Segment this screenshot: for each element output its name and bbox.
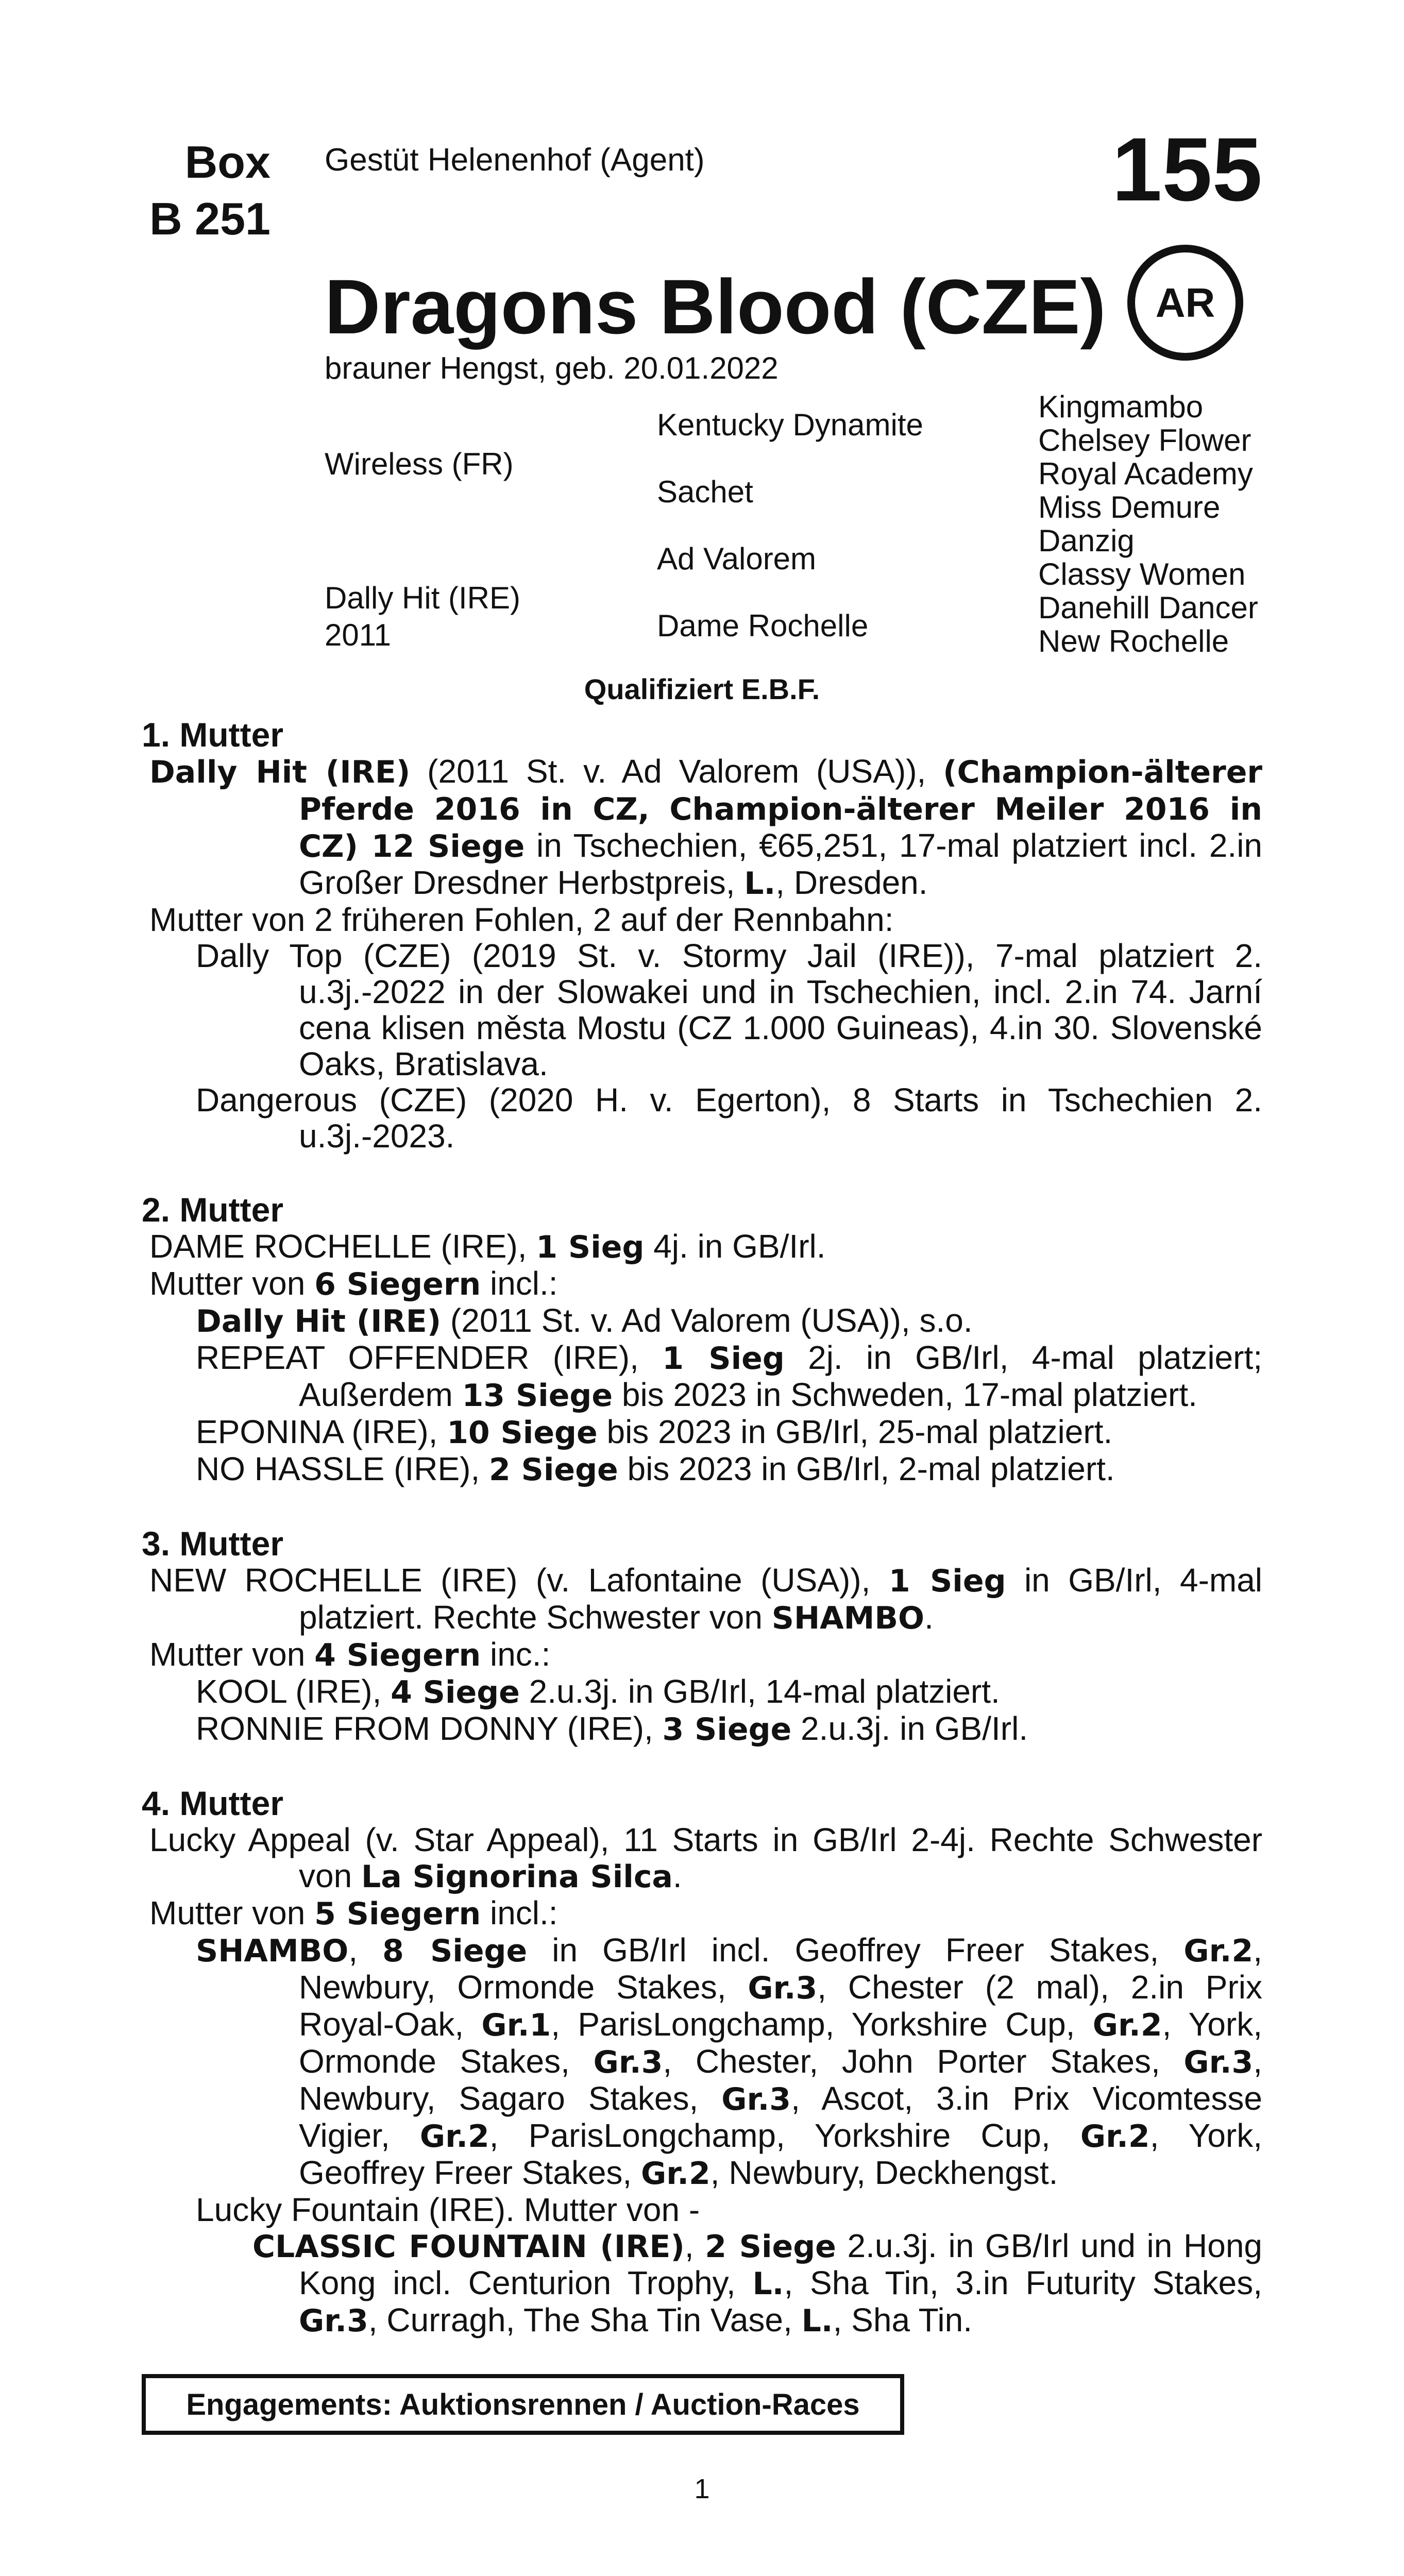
dam-record: NEW ROCHELLE (IRE) (v. Lafontaine (USA)), 1 Sieg in GB/Irl, 4-mal platziert. Rechte Schwester von SHAMBO.: [149, 1562, 1263, 1636]
section-fourth-dam: [142, 1785, 1262, 2339]
lot-number: 155: [1112, 120, 1262, 220]
produce-entry: REPEAT OFFENDER (IRE), 1 Sieg 2j. in GB/Irl, 4-mal platziert; Außerdem 13 Siege bis 2023 in Schweden, 17-mal platziert.: [196, 1339, 1262, 1414]
horse-description: brauner Hengst, geb. 20.01.2022: [325, 351, 779, 385]
pedigree-ggp: Danehill Dancer: [1038, 590, 1258, 625]
produce-summary: Mutter von 2 früheren Fohlen, 2 auf der Rennbahn:: [149, 901, 894, 938]
box-number: B 251: [149, 193, 270, 244]
pedigree-dam: Dally Hit (IRE): [325, 581, 521, 615]
section-heading: 3. Mutter: [142, 1524, 284, 1563]
pedigree-ggp: Miss Demure: [1038, 490, 1221, 524]
pedigree-ggp: New Rochelle: [1038, 624, 1229, 658]
pedigree-ggp: Chelsey Flower: [1038, 423, 1251, 457]
pedigree-sire: Wireless (FR): [325, 447, 514, 481]
produce-entry: Dangerous (CZE) (2020 H. v. Egerton), 8 Starts in Tschechien 2. u.3j.-2023.: [196, 1081, 1262, 1155]
family-details: [142, 716, 1262, 2376]
dam-record: Dally Hit (IRE) (2011 St. v. Ad Valorem (USA)), (Champion-älterer Pferde 2016 in CZ, Champion-älterer Meiler 2016 in CZ) 12 Siege in Tschechien, €65,251, 17-mal platziert incl. 2.in Großer Dresdner Herbstpreis, L., Dresden.: [149, 753, 1263, 902]
engagements-label: Engagements: Auktionsrennen / Auction-Races: [186, 2387, 860, 2421]
horse-name: Dragons Blood (CZE): [325, 263, 1106, 350]
pedigree-ggp: Danzig: [1038, 523, 1135, 558]
produce-entry: KOOL (IRE), 4 Siege 2.u.3j. in GB/Irl, 14-mal platziert.: [196, 1673, 1000, 1710]
section-second-dam: [142, 1191, 1262, 1488]
dam-record: DAME ROCHELLE (IRE), 1 Sieg 4j. in GB/Irl.: [149, 1228, 826, 1265]
section-heading: 2. Mutter: [142, 1191, 284, 1229]
section-third-dam: [142, 1525, 1262, 1748]
ar-badge-label: AR: [1155, 279, 1215, 326]
pedigree-dam-sire: Ad Valorem: [657, 541, 817, 576]
engagements-box: [142, 2374, 904, 2435]
page-number: 1: [694, 2473, 710, 2504]
produce-summary: Mutter von 6 Siegern incl.:: [149, 1265, 558, 1302]
pedigree-sire-sire: Kentucky Dynamite: [657, 408, 923, 442]
produce-entry: CLASSIC FOUNTAIN (IRE), 2 Siege 2.u.3j. in GB/Irl und in Hong Kong incl. Centurion Trophy, L., Sha Tin, 3.in Futurity Stakes, Gr.3, Curragh, The Sha Tin Vase, L., Sha Tin.: [252, 2227, 1263, 2339]
ar-badge: [1127, 245, 1243, 361]
box-label: Box: [184, 137, 270, 188]
produce-entry: NO HASSLE (IRE), 2 Siege bis 2023 in GB/Irl, 2-mal platziert.: [196, 1450, 1115, 1488]
produce-entry: Dally Top (CZE) (2019 St. v. Stormy Jail (IRE)), 7-mal platziert 2. u.3j.-2022 in der Slowakei und in Tschechien, incl. 2.in 74. Jarní cena klisen města Mostu (CZ 1.000 Guineas), 4.in 30. Slovenské Oaks, Bratislava.: [196, 937, 1262, 1082]
pedigree-ggp: Kingmambo: [1038, 389, 1204, 424]
section-heading: 4. Mutter: [142, 1784, 284, 1822]
qualification: Qualifiziert E.B.F.: [584, 673, 820, 705]
pedigree-ggp: Classy Women: [1038, 557, 1246, 591]
consignor-agent: Gestüt Helenenhof (Agent): [325, 142, 705, 178]
produce-entry: Lucky Fountain (IRE). Mutter von -: [196, 2191, 700, 2228]
produce-entry: Dally Hit (IRE) (2011 St. v. Ad Valorem (USA)), s.o.: [196, 1302, 973, 1340]
produce-entry: RONNIE FROM DONNY (IRE), 3 Siege 2.u.3j. in GB/Irl.: [196, 1710, 1028, 1748]
section-first-dam: [142, 716, 1262, 1154]
produce-entry: EPONINA (IRE), 10 Siege bis 2023 in GB/Irl, 25-mal platziert.: [196, 1413, 1113, 1451]
pedigree-sire-dam: Sachet: [657, 474, 753, 509]
pedigree-ggp: Royal Academy: [1038, 456, 1253, 491]
section-heading: 1. Mutter: [142, 716, 284, 754]
produce-summary: Mutter von 5 Siegern incl.:: [149, 1894, 558, 1932]
produce-entry: SHAMBO, 8 Siege in GB/Irl incl. Geoffrey Freer Stakes, Gr.2, Newbury, Ormonde Stakes, Gr.3, Chester (2 mal), 2.in Prix Royal-Oak, Gr.1, ParisLongchamp, Yorkshire Cup, Gr.2, York, Ormonde Stakes, Gr.3, Chester, John Porter Stakes, Gr.3, Newbury, Sagaro Stakes, Gr.3, Ascot, 3.in Prix Vicomtesse Vigier, Gr.2, ParisLongchamp, Yorkshire Cup, Gr.2, York, Geoffrey Freer Stakes, Gr.2, Newbury, Deckhengst.: [196, 1931, 1263, 2192]
produce-summary: Mutter von 4 Siegern inc.:: [149, 1636, 551, 1673]
pedigree-dam-dam: Dame Rochelle: [657, 608, 869, 643]
dam-record: Lucky Appeal (v. Star Appeal), 11 Starts in GB/Irl 2-4j. Rechte Schwester von La Signorina Silca.: [149, 1821, 1262, 1895]
pedigree-dam-year: 2011: [325, 618, 392, 652]
